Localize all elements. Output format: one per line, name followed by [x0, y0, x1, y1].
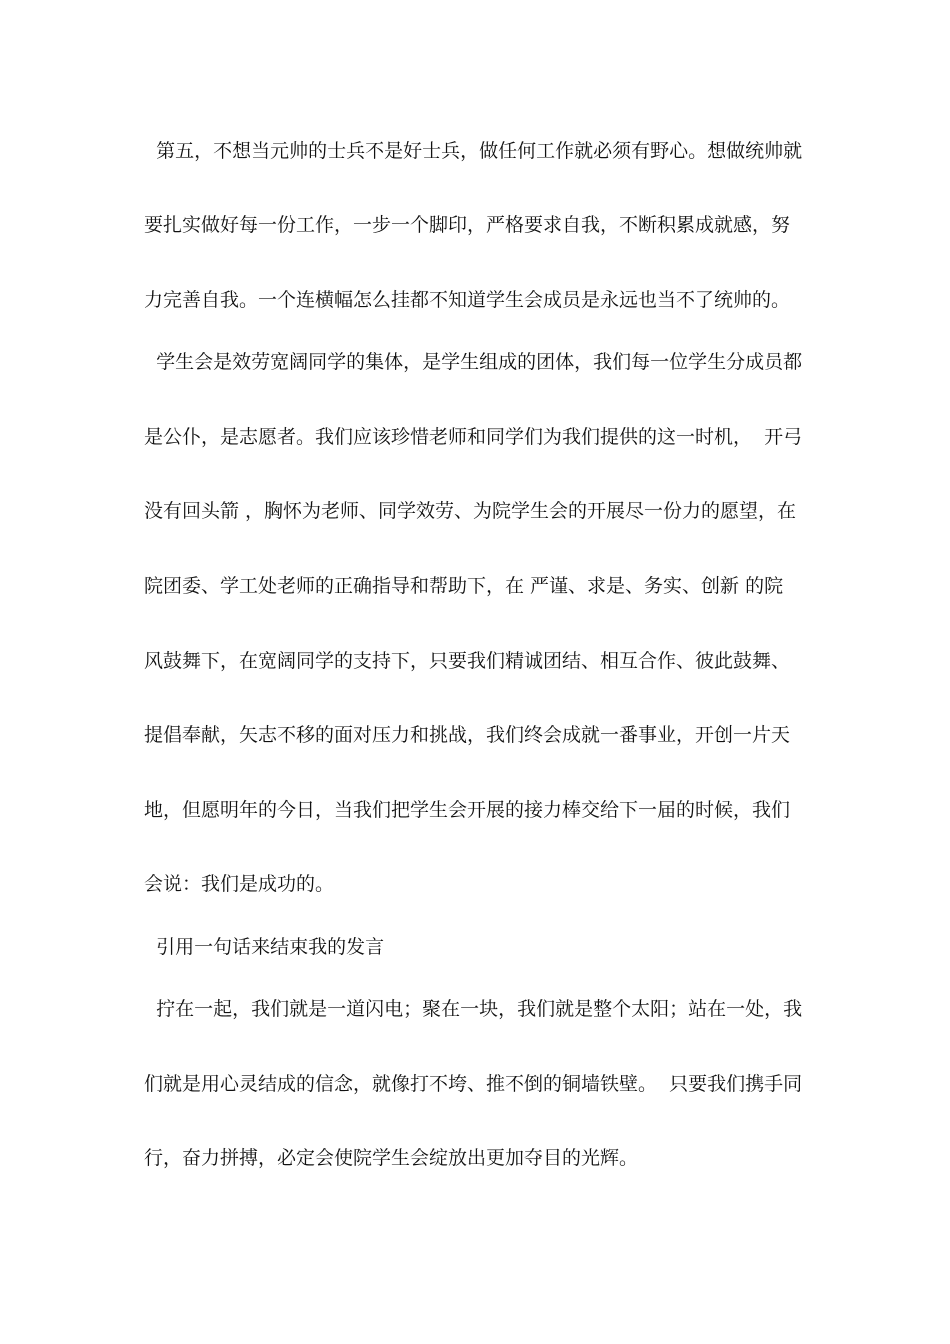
paragraph-line: 引用一句话来结束我的发言 [144, 936, 385, 958]
paragraph-line: 第五，不想当元帅的士兵不是好士兵，做任何工作就必须有野心。想做统帅就 [144, 140, 803, 162]
paragraph-line: 行，奋力拼搏，必定会使院学生会绽放出更加夺目的光辉。 [144, 1147, 639, 1169]
paragraph-line: 是公仆，是志愿者。我们应该珍惜老师和同学们为我们提供的这一时机， 开弓 [144, 426, 803, 448]
paragraph-line: 学生会是效劳宽阔同学的集体，是学生组成的团体，我们每一位学生分成员都 [144, 351, 803, 373]
paragraph-line: 没有回头箭 ，胸怀为老师、同学效劳、为院学生会的开展尽一份力的愿望，在 [144, 500, 797, 522]
paragraph-line: 拧在一起，我们就是一道闪电；聚在一块，我们就是整个太阳；站在一处，我 [144, 998, 803, 1020]
paragraph-line: 地，但愿明年的今日，当我们把学生会开展的接力棒交给下一届的时候，我们 [144, 799, 791, 821]
paragraph-line: 提倡奉献，矢志不移的面对压力和挑战，我们终会成就一番事业，开创一片天 [144, 724, 791, 746]
paragraph-line: 力完善自我。一个连横幅怎么挂都不知道学生会成员是永远也当不了统帅的。 [144, 289, 791, 311]
paragraph-line: 们就是用心灵结成的信念，就像打不垮、推不倒的铜墙铁壁。 只要我们携手同 [144, 1073, 803, 1095]
paragraph-line: 要扎实做好每一份工作，一步一个脚印，严格要求自我，不断积累成就感，努 [144, 214, 791, 236]
paragraph-line: 会说：我们是成功的。 [144, 873, 335, 895]
paragraph-line: 院团委、学工处老师的正确指导和帮助下，在 严谨、求是、务实、创新 的院 [144, 575, 784, 597]
paragraph-line: 风鼓舞下，在宽阔同学的支持下，只要我们精诚团结、相互合作、彼此鼓舞、 [144, 650, 791, 672]
